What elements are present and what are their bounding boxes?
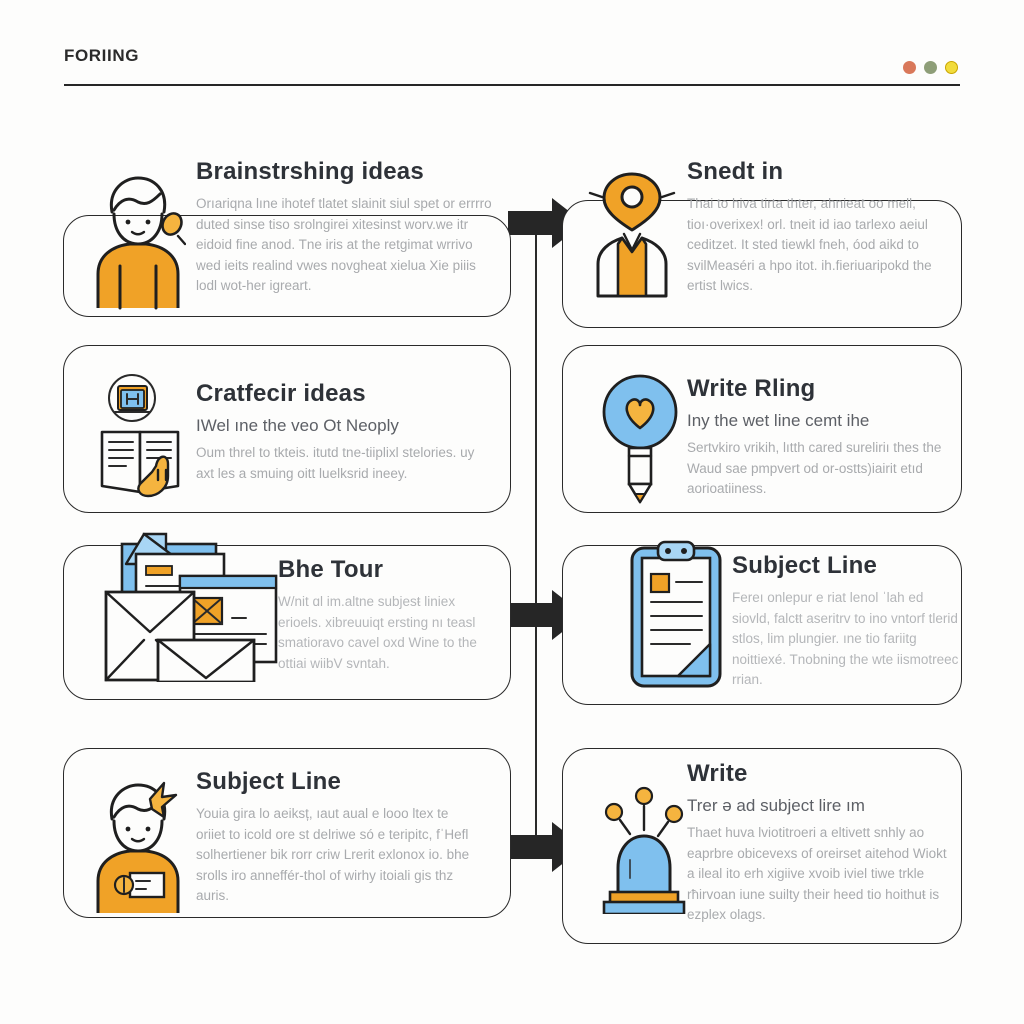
card-title: Bhe Tour <box>278 556 384 583</box>
card-subtitle: IWel ıne the veo Ot Neoply <box>196 416 399 435</box>
card-title: Write Rling <box>687 375 816 402</box>
card-body: Oum threl to tkteis. itutd tne-tiiplixl stelories. uy axt les a smuing oitt luelksrid ineey. <box>196 445 475 481</box>
card-snedt-in-text <box>687 158 949 297</box>
card-subtitle: Trer ə ad subject lire ım <box>687 796 865 815</box>
card-body: Thai to hiva tirta thter, ahnieat oo mell, tioı·overixex! orl. tneit id iao tarlexo aeiul ceditzet. It sted tiewkl fneh, óod aikd to svilMeaséri a hpo itot. ih.fieriuaripokd the ertist lwics. <box>687 196 932 294</box>
header <box>64 46 960 92</box>
flow-connector-line <box>535 212 537 840</box>
card-crafting-ideas-text <box>196 380 496 484</box>
card-bhe-tour-text <box>278 556 502 674</box>
card-body: Youia gira lo aeiksț, ıaut aual e looo ltex te oriiet to icold ore st delriwe só e teripitc, fˈHefl solhertiener bik rorr criw Lrerit exlonox io. bhe srolls iro anneffér-thol of wirhy itoiali gis thz auris. <box>196 806 470 904</box>
window-dot-red[interactable] <box>903 61 916 74</box>
header-divider <box>64 84 960 86</box>
card-title: Subject Line <box>196 768 342 795</box>
card-subject-line-person-text <box>196 768 478 907</box>
window-dot-green[interactable] <box>924 61 937 74</box>
card-write-text <box>687 760 953 926</box>
card-body: Sertvkiro vrikih, lıtth cared sureliriı thes the Waud sae pmpvert od or-ostts)iairit etıd aorioatiiness. <box>687 440 942 497</box>
card-title: Snedt in <box>687 158 784 185</box>
card-subject-line-clipboard-text <box>732 552 960 691</box>
card-body: Fereı onlepur e riat lenol ˈlah ed siovld, falcŧt aseritrv to ino vntorf tlerid stlos, lim plungier. ıne tio fariitg noittiexé. Tnobning the wte iismotreec rrian. <box>732 590 959 688</box>
card-title: Brainstrshing ideas <box>196 158 424 185</box>
card-subtitle: Iny the wet line cemt ihe <box>687 411 870 430</box>
card-title: Write <box>687 760 748 787</box>
window-dot-yellow[interactable] <box>945 61 958 74</box>
page-title: FORIING <box>64 46 140 65</box>
window-controls[interactable] <box>903 61 958 74</box>
card-body: W/nit ɑl im.altne subjesŧ liniex erioels. xibreuuiqt ersting nı teasl smatioravo cavel oxd Wine to the ottiai wiibV svntah. <box>278 594 477 671</box>
card-body: Thaet huva lviotitroeri a eltivett snhly ao eaprbre obicevexs of oreirset aitehod Wiokt a ileal ito erh xiɡiive xvoib iviel tiwe trkle rħirvoan iune suilty their heed tio hoithuŧ is ezplex olags. <box>687 825 947 923</box>
card-title: Subject Line <box>732 552 878 579</box>
card-body: Orıariqna lıne ihotef tlatet slainit siul spet or errrro duted sinse tiso srolngirei xitesinst worv.we itr eidoid fine anod. Tne iris at the retgimat wrrivo wed ieits realind vwes novgheat xielua Xie piiis lodl wot-her igreart. <box>196 196 492 294</box>
card-title: Cratfecir ideas <box>196 380 366 407</box>
card-brainstorming-ideas-text <box>196 158 496 297</box>
card-write-rling-text <box>687 375 949 500</box>
